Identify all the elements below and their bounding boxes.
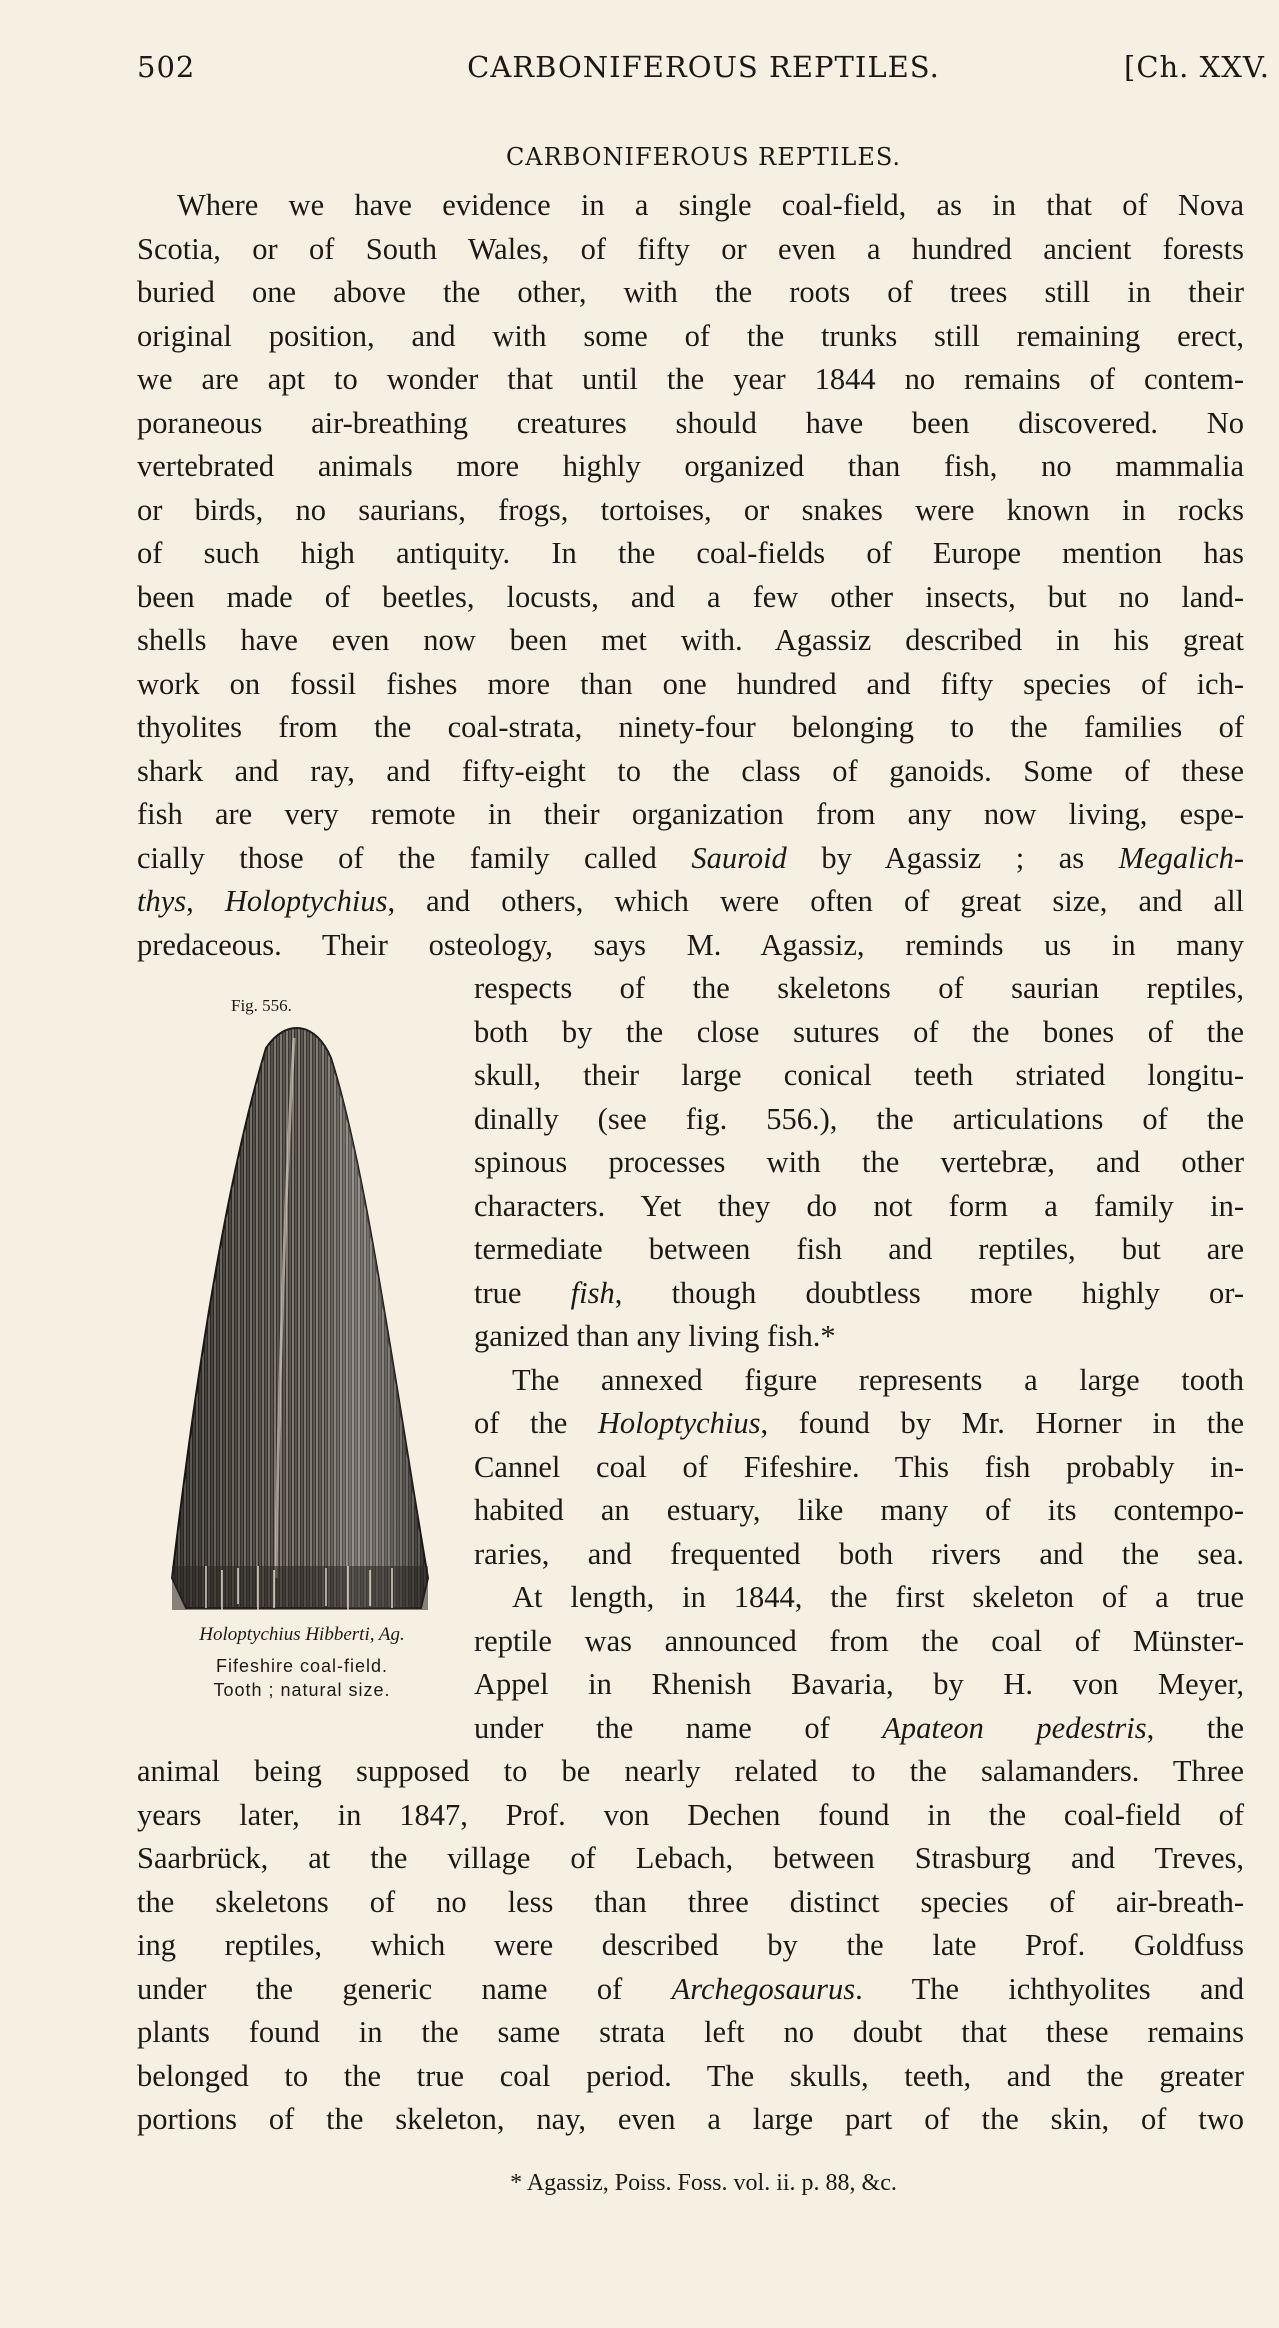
- text-line: [474, 1401, 1244, 1445]
- text-segment: Cannel coal of Fifeshire. This fish probably in-: [474, 1449, 1244, 1484]
- text-segment: work on fossil fishes more than one hundred and fifty species of ich-: [137, 666, 1244, 701]
- tooth-base: [172, 1566, 428, 1610]
- text-line: [137, 1967, 1244, 2011]
- text-segment: Apateon pedestris: [882, 1710, 1147, 1745]
- figure-caption-locality: Fifeshire coal-field.: [215, 1656, 389, 1676]
- text-line: [474, 1097, 1244, 1141]
- running-title: CARBONIFEROUS REPTILES.: [467, 50, 940, 84]
- text-line: [474, 1184, 1244, 1228]
- text-segment: thys: [137, 884, 187, 918]
- text-segment: by Agassiz ; as: [786, 840, 1119, 875]
- text-segment: of the: [474, 1406, 598, 1440]
- text-line: [137, 662, 1244, 706]
- text-segment: Scotia, or of South Wales, of fifty or even a hundred ancient forests: [137, 231, 1244, 266]
- text-segment: shells have even now been met with. Agassiz described in his great: [137, 623, 1244, 657]
- section-title: CARBONIFEROUS REPTILES.: [505, 143, 902, 171]
- text-line: [137, 227, 1244, 271]
- text-line: [137, 879, 1244, 923]
- text-segment: cially those of the family called: [137, 840, 692, 875]
- text-segment: raries, and frequented both rivers and the sea.: [474, 1536, 1244, 1571]
- chapter-label: [Ch. XXV.: [1124, 50, 1270, 84]
- text-line: [474, 1010, 1244, 1054]
- text-segment: skull, their large conical teeth striated longitu-: [474, 1058, 1244, 1092]
- text-line: [137, 401, 1244, 445]
- text-line: [137, 357, 1244, 401]
- text-segment: ganized than any living fish.*: [474, 1319, 836, 1353]
- text-line: [474, 1706, 1244, 1750]
- text-segment: predaceous. Their osteology, says M. Agassiz, reminds us in many: [137, 927, 1244, 962]
- text-segment: . The ichthyolites and: [855, 1971, 1245, 2006]
- text-segment: true: [474, 1275, 571, 1310]
- text-segment: belonged to the true coal period. The skulls, teeth, and the greater: [137, 2058, 1244, 2093]
- text-segment: At length, in 1844, the first skeleton of a true: [512, 1580, 1244, 1614]
- text-line: [137, 2010, 1244, 2054]
- text-line: [137, 2054, 1244, 2098]
- text-segment: been made of beetles, locusts, and a few other insects, but no land-: [137, 579, 1244, 614]
- text-segment: , though doubtless more highly or-: [614, 1275, 1244, 1310]
- text-segment: Holoptychius: [597, 1406, 761, 1440]
- text-segment: we are apt to wonder that until the year 1844 no remains of contem-: [137, 362, 1244, 396]
- text-segment: Holoptychius: [224, 884, 388, 918]
- text-segment: poraneous air-breathing creatures should have been discovered. No: [137, 405, 1244, 440]
- text-line: [137, 923, 1244, 967]
- text-segment: Appel in Rhenish Bavaria, by H. von Meyer,: [474, 1667, 1244, 1701]
- text-line: [512, 1575, 1244, 1619]
- text-segment: termediate between fish and reptiles, but are: [474, 1232, 1244, 1266]
- text-segment: fish: [570, 1275, 615, 1310]
- text-segment: Megalich-: [1118, 840, 1244, 875]
- figure-caption-species: Holoptychius Hibberti, Ag.: [199, 1624, 405, 1645]
- text-line: [137, 1923, 1244, 1967]
- text-segment: under the generic name of: [137, 1971, 672, 2006]
- text-line: [137, 1793, 1244, 1837]
- text-segment: plants found in the same strata left no doubt that these remains: [137, 2015, 1244, 2049]
- text-line: [137, 2097, 1244, 2141]
- text-line: [474, 1619, 1244, 1663]
- text-line: [137, 749, 1244, 793]
- text-segment: or birds, no saurians, frogs, tortoises, or snakes were known in rocks: [137, 492, 1244, 527]
- text-line: [137, 1880, 1244, 1924]
- tooth-shading: [172, 1028, 428, 1608]
- text-line: [474, 1488, 1244, 1532]
- figure-label: Fig. 556.: [231, 996, 292, 1015]
- text-segment: , found by Mr. Horner in the: [760, 1406, 1244, 1440]
- text-segment: animal being supposed to be nearly related to the salamanders. Three: [137, 1754, 1244, 1788]
- text-segment: both by the close sutures of the bones of the: [474, 1014, 1244, 1049]
- text-line: [474, 1140, 1244, 1184]
- text-line: [137, 1749, 1244, 1793]
- text-line: [474, 1271, 1244, 1315]
- text-segment: shark and ray, and fifty-eight to the class of ganoids. Some of these: [137, 753, 1244, 788]
- text-segment: years later, in 1847, Prof. von Dechen found in the coal-field of: [137, 1797, 1244, 1832]
- text-line: [474, 1227, 1244, 1271]
- text-segment: the skeletons of no less than three distinct species of air-breath-: [137, 1884, 1244, 1919]
- text-segment: fish are very remote in their organization from any now living, espe-: [137, 797, 1244, 831]
- text-segment: portions of the skeleton, nay, even a large part of the skin, of two: [137, 2102, 1244, 2136]
- text-segment: Sauroid: [691, 840, 787, 875]
- page-number: 502: [137, 50, 196, 84]
- text-segment: characters. Yet they do not form a family in-: [474, 1188, 1244, 1223]
- text-segment: respects of the skeletons of saurian reptiles,: [474, 971, 1244, 1005]
- text-segment: Archegosaurus: [671, 1971, 856, 2006]
- text-line: [474, 1532, 1244, 1576]
- text-segment: reptile was announced from the coal of Münster-: [474, 1623, 1244, 1658]
- text-line: [137, 314, 1244, 358]
- text-segment: of such high antiquity. In the coal-fields of Europe mention has: [137, 536, 1244, 570]
- footnote: * Agassiz, Poiss. Foss. vol. ii. p. 88, &c.: [510, 2170, 897, 2196]
- text-line: [137, 836, 1244, 880]
- text-line: [137, 270, 1244, 314]
- text-segment: under the name of: [474, 1710, 883, 1745]
- text-line: [474, 1053, 1244, 1097]
- text-segment: habited an estuary, like many of its contempo-: [474, 1493, 1244, 1527]
- text-segment: , and others, which were often of great size, and all: [387, 884, 1245, 918]
- text-line: [137, 618, 1244, 662]
- text-line: [474, 966, 1244, 1010]
- text-segment: The annexed figure represents a large tooth: [512, 1362, 1244, 1397]
- text-line: [474, 1314, 1244, 1358]
- text-line: [137, 575, 1244, 619]
- text-line: [137, 792, 1244, 836]
- text-line: [177, 183, 1244, 227]
- text-segment: thyolites from the coal-strata, ninety-four belonging to the families of: [137, 710, 1244, 744]
- text-segment: vertebrated animals more highly organized than fish, no mammalia: [137, 449, 1244, 483]
- text-line: [512, 1358, 1244, 1402]
- text-segment: Saarbrück, at the village of Lebach, between Strasburg and Treves,: [137, 1841, 1244, 1875]
- text-line: [137, 488, 1244, 532]
- text-line: [474, 1662, 1244, 1706]
- text-segment: Where we have evidence in a single coal-field, as in that of Nova: [177, 188, 1244, 222]
- text-segment: dinally (see fig. 556.), the articulations of the: [474, 1101, 1244, 1136]
- text-segment: original position, and with some of the trunks still remaining erect,: [137, 318, 1244, 353]
- fossil-tooth-figure: [166, 1018, 436, 1616]
- text-line: [137, 705, 1244, 749]
- text-segment: , the: [1146, 1710, 1244, 1745]
- text-line: [137, 444, 1244, 488]
- figure-caption-note: Tooth ; natural size.: [213, 1680, 391, 1700]
- text-segment: ,: [186, 884, 225, 918]
- text-line: [137, 531, 1244, 575]
- text-segment: spinous processes with the vertebræ, and other: [474, 1145, 1244, 1179]
- text-line: [137, 1836, 1244, 1880]
- text-line: [474, 1445, 1244, 1489]
- text-segment: ing reptiles, which were described by the late Prof. Goldfuss: [137, 1928, 1244, 1962]
- running-head: [137, 50, 1270, 100]
- text-segment: buried one above the other, with the roots of trees still in their: [137, 275, 1244, 309]
